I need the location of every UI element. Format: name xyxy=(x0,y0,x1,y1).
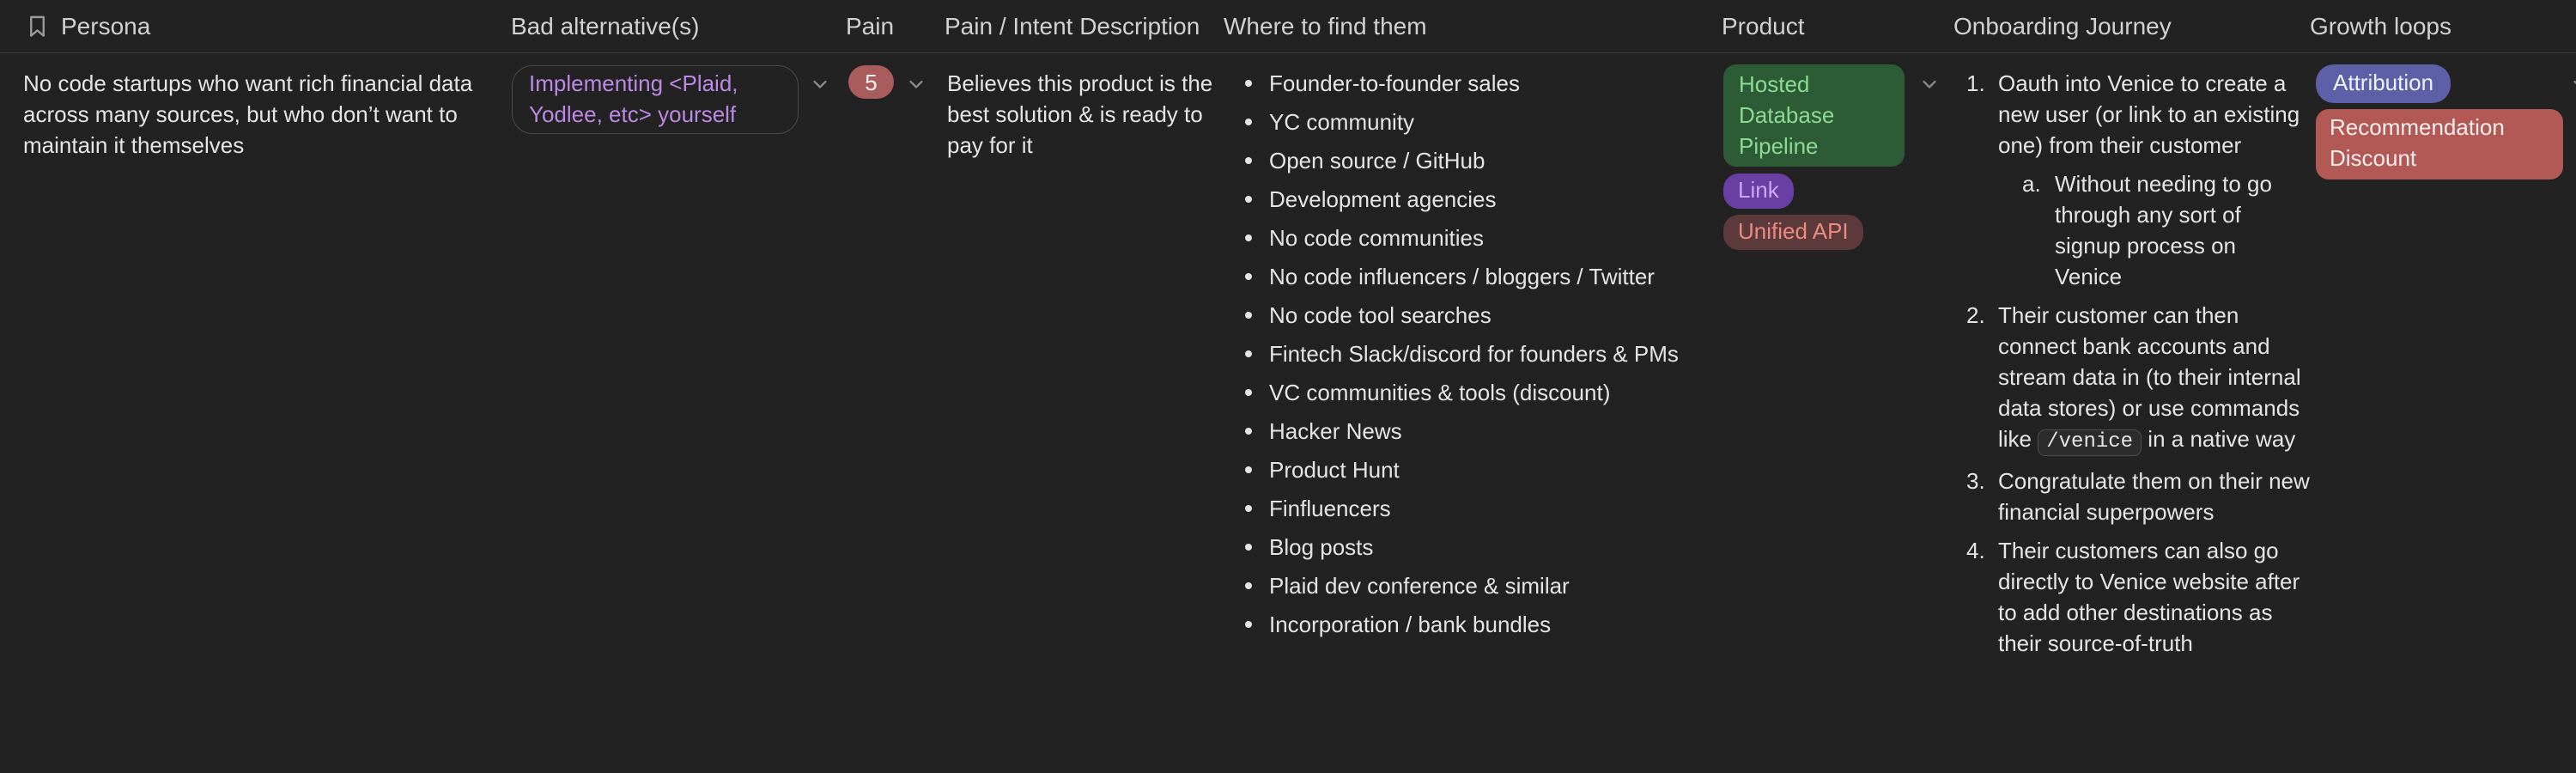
ordered-list-item xyxy=(1966,300,2310,458)
list-item: No code communities xyxy=(1242,222,1716,253)
growth-loops-cell[interactable] xyxy=(2316,64,2567,180)
column-header-pain-description[interactable]: Pain / Intent Description xyxy=(945,12,1200,40)
list-item: Founder-to-founder sales xyxy=(1242,68,1716,99)
ordered-list-item xyxy=(1966,535,2310,659)
list-item: No code influencers / bloggers / Twitter xyxy=(1242,261,1716,292)
list-item: No code tool searches xyxy=(1242,300,1716,331)
onboarding-substep-text: Without needing to go through any sort of signup process on Venice xyxy=(2055,171,2272,289)
product-cell[interactable] xyxy=(1723,64,1948,257)
where-to-find-cell[interactable] xyxy=(1242,68,1716,648)
onboarding-journey-cell[interactable] xyxy=(1966,68,2310,666)
list-item: Incorporation / bank bundles xyxy=(1242,609,1716,640)
ordered-list-item xyxy=(1966,68,2310,292)
list-marker: 4. xyxy=(1966,538,1985,563)
growth-loop-tag[interactable]: Recommendation Discount xyxy=(2316,109,2563,180)
list-item: Blog posts xyxy=(1242,532,1716,563)
where-to-find-list xyxy=(1242,68,1716,640)
list-item: Hacker News xyxy=(1242,416,1716,447)
list-marker: 1. xyxy=(1966,70,1985,96)
onboarding-step-text: Their customers can also go directly to Venice website after to add other destinations as their source-of-truth xyxy=(1998,538,2300,656)
ordered-sublist-item xyxy=(2022,168,2310,292)
column-header-label: Persona xyxy=(61,12,151,40)
list-marker: 2. xyxy=(1966,302,1985,328)
list-item: Plaid dev conference & similar xyxy=(1242,570,1716,601)
chevron-down-icon[interactable] xyxy=(2568,72,2576,96)
list-item: Finfluencers xyxy=(1242,493,1716,524)
product-tag[interactable]: Hosted Database Pipeline xyxy=(1723,64,1905,167)
list-marker: 3. xyxy=(1966,468,1985,494)
list-item: VC communities & tools (discount) xyxy=(1242,377,1716,408)
list-item: Product Hunt xyxy=(1242,454,1716,485)
table-header-row xyxy=(0,0,2576,53)
bookmark-icon xyxy=(25,14,50,39)
onboarding-step-text: Congratulate them on their new financial superpowers xyxy=(1998,468,2310,525)
column-header-product[interactable]: Product xyxy=(1722,12,1805,40)
onboarding-step-text: Oauth into Venice to create a new user (or link to an existing one) from their customer xyxy=(1998,70,2300,158)
product-tag[interactable]: Link xyxy=(1723,173,1794,209)
list-item: Development agencies xyxy=(1242,184,1716,215)
onboarding-step-text: Their customer can then connect bank accounts and stream data in (to their internal data stores) or use commands like /venice in a native way xyxy=(1998,300,2310,458)
pain-description-text: Believes this product is the best solution & is ready to pay for it xyxy=(947,70,1213,158)
persona-text: No code startups who want rich financial data across many sources, but who don’t want to maintain it themselves xyxy=(23,70,473,158)
list-marker: a. xyxy=(2022,171,2041,197)
inline-code-chip: /venice xyxy=(2038,429,2142,456)
list-item: Open source / GitHub xyxy=(1242,145,1716,176)
pain-description-cell[interactable] xyxy=(947,68,1229,161)
column-header-bad-alternatives[interactable]: Bad alternative(s) xyxy=(511,12,700,40)
list-item: Fintech Slack/discord for founders & PMs xyxy=(1242,338,1716,369)
bad-alternative-chip[interactable]: Implementing <Plaid, Yodlee, etc> yourself xyxy=(512,65,799,134)
column-header-onboarding-journey[interactable]: Onboarding Journey xyxy=(1953,12,2172,40)
pain-score-value: 5 xyxy=(865,69,878,95)
column-header-pain[interactable]: Pain xyxy=(846,12,895,40)
chevron-down-icon[interactable] xyxy=(1917,72,1941,96)
persona-cell[interactable] xyxy=(23,68,523,161)
column-header-growth-loops[interactable]: Growth loops xyxy=(2310,12,2451,40)
chevron-down-icon[interactable] xyxy=(808,72,832,96)
product-tag[interactable]: Unified API xyxy=(1723,215,1863,250)
pain-score-badge[interactable] xyxy=(848,65,894,99)
ordered-list-item xyxy=(1966,466,2310,527)
growth-loop-tag[interactable]: Attribution xyxy=(2316,64,2451,103)
column-header-persona[interactable] xyxy=(25,0,150,52)
chevron-down-icon[interactable] xyxy=(904,72,928,96)
column-header-where-to-find[interactable]: Where to find them xyxy=(1224,12,1427,40)
list-item: YC community xyxy=(1242,107,1716,137)
